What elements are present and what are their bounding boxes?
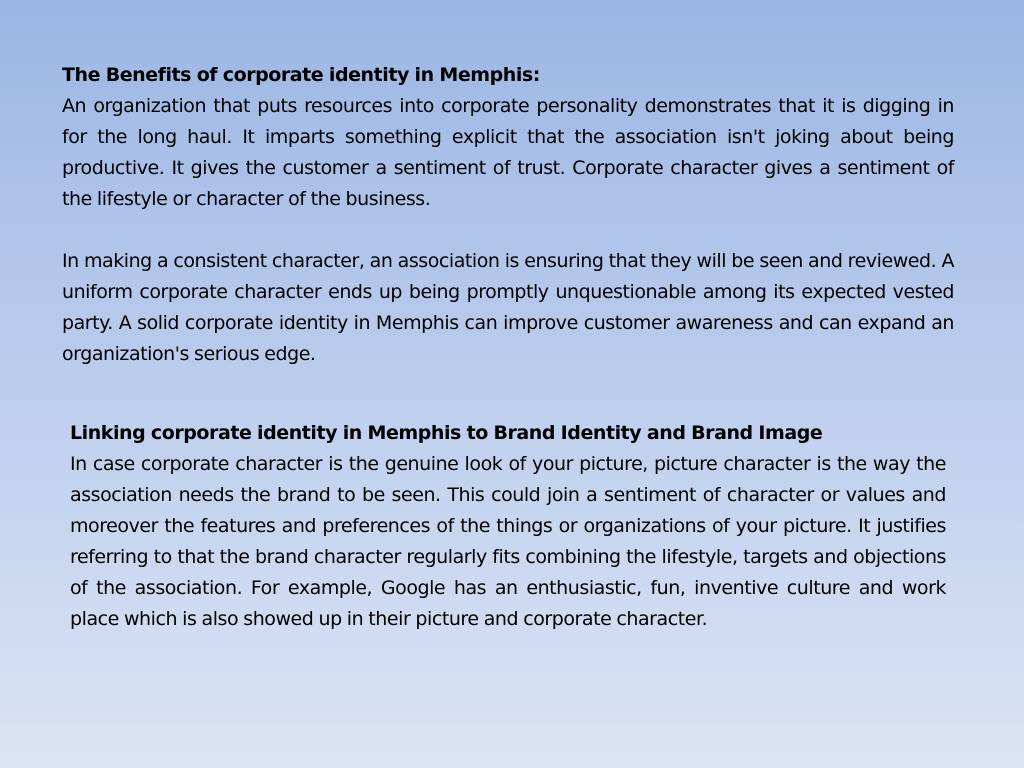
linking-heading: Linking corporate identity in Memphis to Brand Identity and Brand Image [70, 422, 823, 444]
linking-paragraph-1: In case corporate character is the genuine look of your picture, picture character is the way the association needs the brand to be seen. This could join a sentiment of character or values and moreover the features and preferences of the things or organizations of your picture. It justifies referring to that the brand character regularly fits combining the lifestyle, targets and objections of the association. For example, Google has an enthusiastic, fun, inventive culture and work place which is also showed up in their picture and corporate character. [70, 453, 946, 630]
benefits-heading: The Benefits of corporate identity in Memphis: [62, 64, 540, 86]
benefits-paragraph-1: An organization that puts resources into corporate personality demonstrates that it is digging in for the long haul. It imparts something explicit that the association isn't joking about being productive. It gives the customer a sentiment of trust. Corporate character gives a sentiment of the lifestyle or character of the business. [62, 95, 954, 210]
linking-section [70, 418, 946, 635]
benefits-section [62, 60, 954, 370]
paragraph-spacer [62, 215, 954, 246]
benefits-paragraph-2: In making a consistent character, an association is ensuring that they will be seen and reviewed. A uniform corporate character ends up being promptly unquestionable among its expected vested party. A solid corporate identity in Memphis can improve customer awareness and can expand an organization's serious edge. [62, 250, 954, 365]
